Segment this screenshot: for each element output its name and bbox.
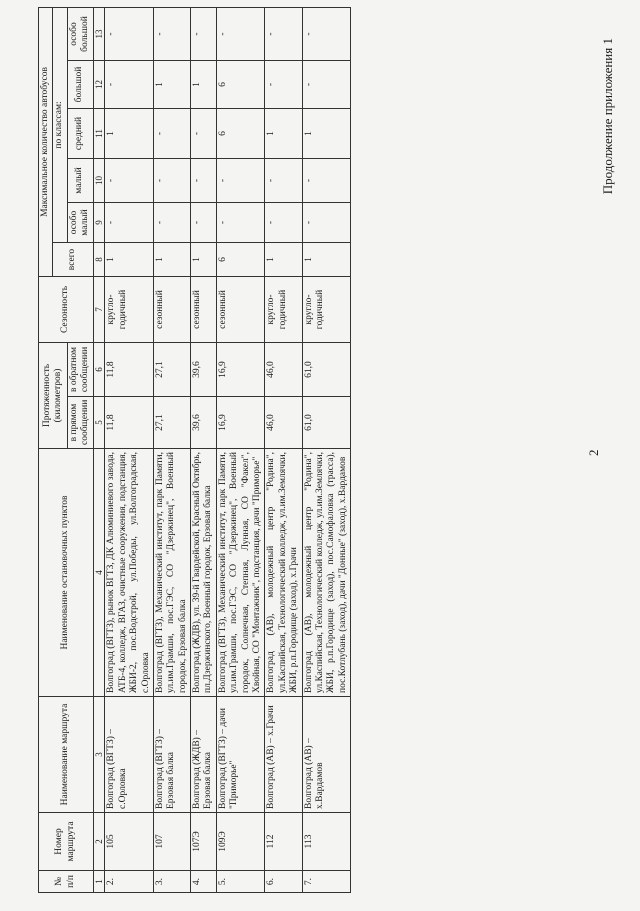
col-index: 11 xyxy=(93,109,105,159)
header-route-name: Наименование маршрута xyxy=(39,697,94,813)
cell-length-back: 39,6 xyxy=(191,343,217,397)
cell-stops: Волгоград (ВГТЗ), Механический институт, парк Памяти, ул.им.Грамши, пос.ГЭС, СО "Дзержинец", Военный городок, Солнечная, Степная, Лунная, СО "Факел", Хвойная, СО "Монтажник", подстанция, дачи "Приморье" xyxy=(216,449,265,697)
col-index: 12 xyxy=(93,61,105,109)
cell-season: сезонный xyxy=(191,277,217,343)
cell-total: 1 xyxy=(105,243,154,277)
cell-no: 2. xyxy=(105,871,154,893)
cell-length-forward: 27,1 xyxy=(153,397,190,449)
cell-season: кругло-годичный xyxy=(105,277,154,343)
cell-length-back: 16,9 xyxy=(216,343,265,397)
cell-stops: Волгоград (АВ), молодежный центр "Родина", ул.Каспийская, Технологический колледж, ул.им.Землячки, ЖБИ, р.п.Городище (заход), х.Грачи xyxy=(265,449,302,697)
cell-class-xl: - xyxy=(265,7,302,60)
cell-season: сезонный xyxy=(216,277,265,343)
cell-class-l: 1 xyxy=(191,61,217,109)
appendix-subtitle: Продолжение приложения 1 xyxy=(600,38,615,195)
cell-class-xs: - xyxy=(265,203,302,243)
cell-class-l: 6 xyxy=(216,61,265,109)
col-index: 6 xyxy=(93,343,105,397)
cell-total: 1 xyxy=(153,243,190,277)
cell-length-forward: 46,0 xyxy=(265,397,302,449)
cell-class-xs: - xyxy=(191,203,217,243)
cell-length-back: 11,8 xyxy=(105,343,154,397)
cell-class-s: - xyxy=(302,159,351,203)
cell-no: 3. xyxy=(153,871,190,893)
cell-length-forward: 16,9 xyxy=(216,397,265,449)
cell-no: 7. xyxy=(302,871,351,893)
cell-class-xs: - xyxy=(216,203,265,243)
cell-total: 1 xyxy=(191,243,217,277)
cell-class-l: - xyxy=(302,61,351,109)
cell-route-no: 107 xyxy=(153,813,190,871)
cell-class-m: - xyxy=(191,109,217,159)
table-row xyxy=(265,7,302,892)
cell-class-s: - xyxy=(191,159,217,203)
page-number: 2 xyxy=(586,449,601,456)
header-class-xs: особо малый xyxy=(67,203,93,243)
cell-route-name: Волгоград (ВГТЗ) – с.Орловка xyxy=(105,697,154,813)
cell-stops: Волгоград (ВГТЗ), Механический институт, парк Памяти, ул.им.Грамши, пос.ГЭС, СО "Дзержинец", Военный городок, Ерзовая балка xyxy=(153,449,190,697)
cell-class-s: - xyxy=(105,159,154,203)
cell-season: сезонный xyxy=(153,277,190,343)
header-class-m: средний xyxy=(67,109,93,159)
header-length-forward: в прямом сообщении xyxy=(67,397,93,449)
cell-season: кругло-годичный xyxy=(302,277,351,343)
cell-class-s: - xyxy=(265,159,302,203)
col-index: 2 xyxy=(93,813,105,871)
col-index: 7 xyxy=(93,277,105,343)
cell-class-xl: - xyxy=(153,7,190,60)
cell-class-xl: - xyxy=(105,7,154,60)
cell-class-xs: - xyxy=(153,203,190,243)
col-index: 10 xyxy=(93,159,105,203)
cell-length-back: 27,1 xyxy=(153,343,190,397)
header-class-l: большой xyxy=(67,61,93,109)
col-index: 3 xyxy=(93,697,105,813)
header-stops: Наименование остановочных пунктов xyxy=(39,449,94,697)
cell-stops: Волгоград (ЖДВ), ул. 39-й Гвардейской, Красный Октябрь, пл.Дзержинского, Военный городок, Ерзовая балка xyxy=(191,449,217,697)
header-max-buses: Максимальное количество автобусов xyxy=(39,7,53,276)
cell-route-no: 109Э xyxy=(216,813,265,871)
cell-class-xl: - xyxy=(191,7,217,60)
cell-route-name: Волгоград (ВГТЗ) – Ерзовая балка xyxy=(153,697,190,813)
cell-no: 5. xyxy=(216,871,265,893)
col-index: 8 xyxy=(93,243,105,277)
cell-class-s: - xyxy=(216,159,265,203)
cell-route-name: Волгоград (АВ) – х.Вардамов xyxy=(302,697,351,813)
cell-route-name: Волгоград (АВ) – х.Грачи xyxy=(265,697,302,813)
cell-total: 6 xyxy=(216,243,265,277)
table-row xyxy=(191,7,217,892)
table-row xyxy=(302,7,351,892)
cell-no: 4. xyxy=(191,871,217,893)
cell-class-xs: - xyxy=(302,203,351,243)
cell-length-back: 46,0 xyxy=(265,343,302,397)
header-class-s: малый xyxy=(67,159,93,203)
cell-class-l: - xyxy=(105,61,154,109)
cell-class-m: 1 xyxy=(302,109,351,159)
cell-class-xl: - xyxy=(302,7,351,60)
cell-length-forward: 39,6 xyxy=(191,397,217,449)
cell-length-forward: 11,8 xyxy=(105,397,154,449)
cell-season: кругло-годичный xyxy=(265,277,302,343)
cell-class-m: 6 xyxy=(216,109,265,159)
table-row xyxy=(216,7,265,892)
cell-no: 6. xyxy=(265,871,302,893)
header-season: Сезонность xyxy=(39,277,94,343)
header-no: № п/п xyxy=(39,871,94,893)
cell-class-m: 1 xyxy=(105,109,154,159)
cell-stops: Волгоград (ВГТЗ), рынок ВГТЗ, ДК Алюминиевого завода, АТБ-4, колледж, ВГАЗ, очистные сооружения, подстанция, ЖБИ-2, пос.Водстрой, ул.Победы, ул.Волгоградская, с.Орловка xyxy=(105,449,154,697)
cell-length-forward: 61,0 xyxy=(302,397,351,449)
header-total: всего xyxy=(53,243,93,277)
col-index: 4 xyxy=(93,449,105,697)
cell-route-no: 112 xyxy=(265,813,302,871)
cell-route-no: 105 xyxy=(105,813,154,871)
header-route-no: Номер маршрута xyxy=(39,813,94,871)
cell-class-xl: - xyxy=(216,7,265,60)
cell-route-name: Волгоград (ВГТЗ) – дачи "Приморье" xyxy=(216,697,265,813)
cell-class-m: - xyxy=(153,109,190,159)
cell-route-no: 113 xyxy=(302,813,351,871)
col-index: 1 xyxy=(93,871,105,893)
cell-class-m: 1 xyxy=(265,109,302,159)
header-length-back: в обратном сообщении xyxy=(67,343,93,397)
cell-class-xs: - xyxy=(105,203,154,243)
table-row xyxy=(105,7,154,892)
routes-table xyxy=(38,7,351,893)
cell-class-l: 1 xyxy=(153,61,190,109)
cell-stops: Волгоград (АВ), молодежный центр "Родина", ул.Каспийская, Технологический колледж, ул.им.Землячки, ЖБИ, р.п.Городище (заход), пос.Самофаловка (трасса), пос.Котлубань (заход), дачи "Донные" (заход), х.Вардамов xyxy=(302,449,351,697)
cell-total: 1 xyxy=(265,243,302,277)
col-index: 5 xyxy=(93,397,105,449)
header-class-xl: особо большой xyxy=(67,7,93,60)
cell-length-back: 61,0 xyxy=(302,343,351,397)
col-index: 9 xyxy=(93,203,105,243)
table-row xyxy=(153,7,190,892)
cell-class-l: - xyxy=(265,61,302,109)
cell-route-no: 107Э xyxy=(191,813,217,871)
cell-route-name: Волгоград (ЖДВ) – Ерзовая балка xyxy=(191,697,217,813)
header-length: Протяженность (километров) xyxy=(39,343,68,449)
cell-total: 1 xyxy=(302,243,351,277)
cell-class-s: - xyxy=(153,159,190,203)
header-by-class: по классам: xyxy=(53,7,67,242)
col-index: 13 xyxy=(93,7,105,60)
